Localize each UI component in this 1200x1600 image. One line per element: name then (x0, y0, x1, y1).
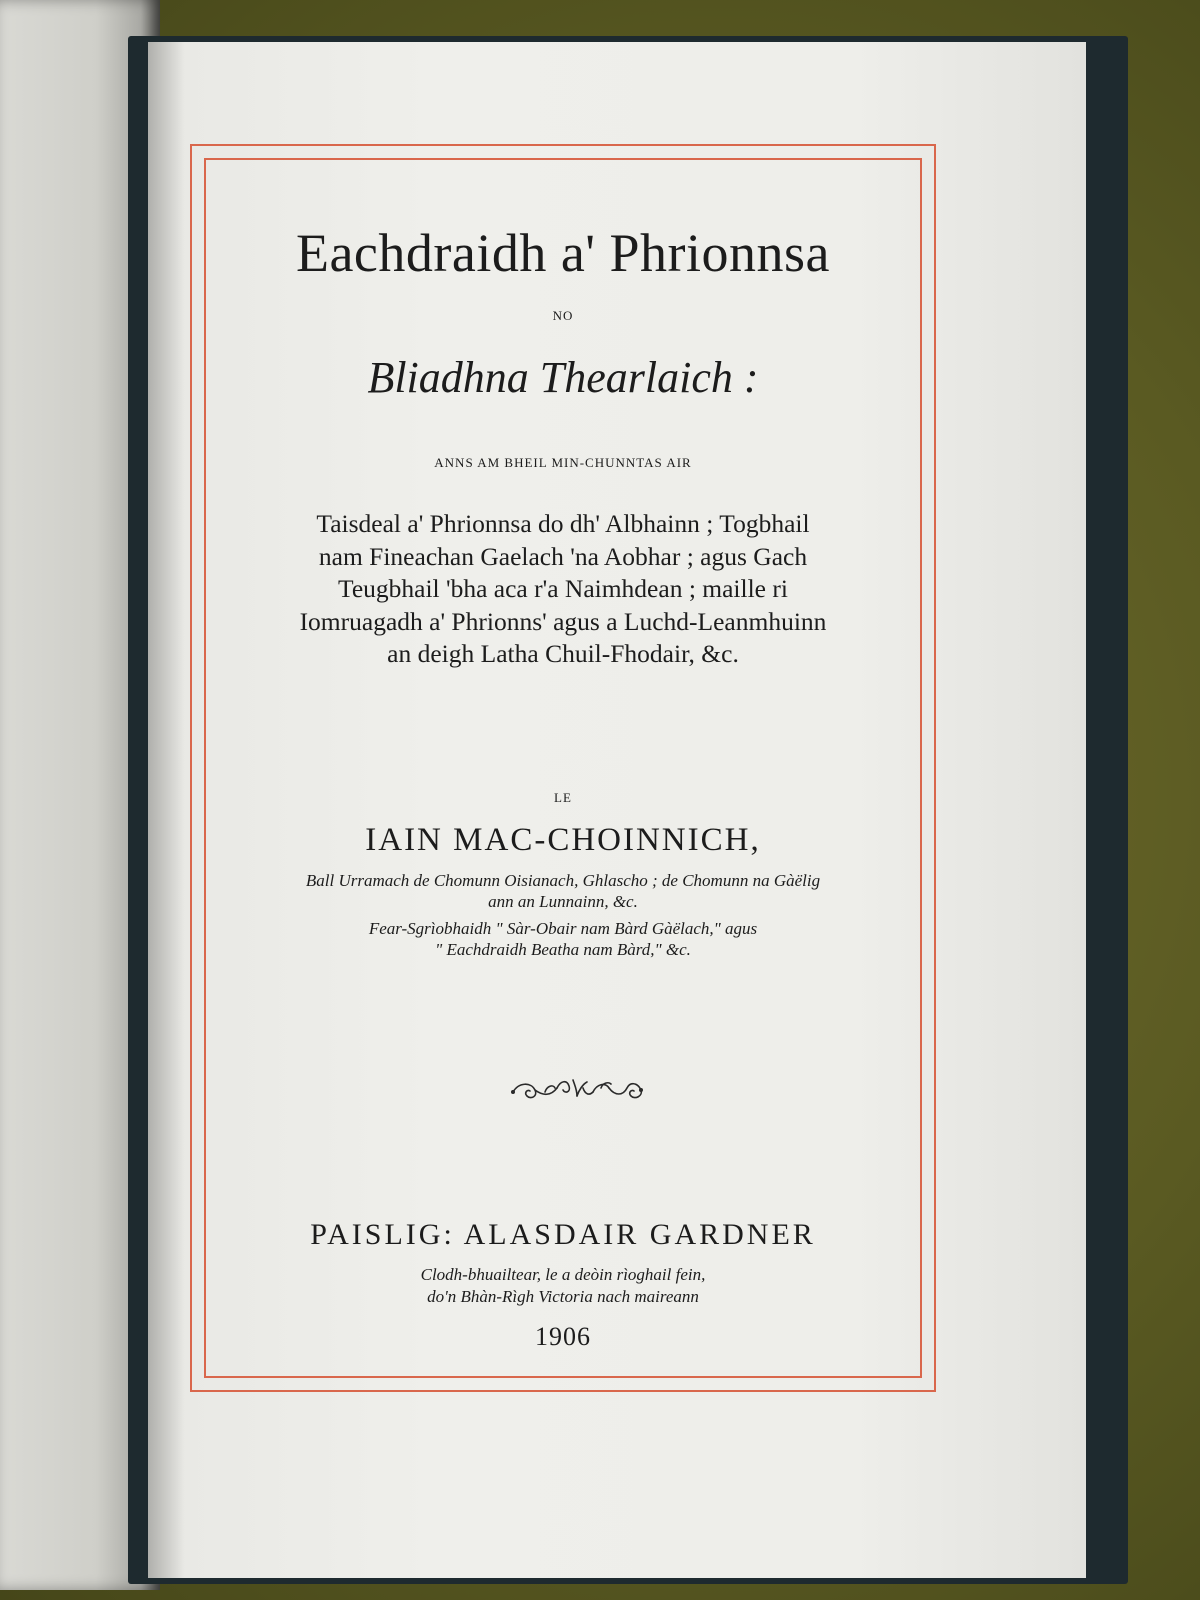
author-affiliation (204, 870, 922, 960)
title-connector: NO (552, 308, 574, 323)
affiliation-line: Fear-Sgrìobhaidh " Sàr-Obair nam Bàrd Gàëlach," agus (368, 919, 758, 938)
description-line: nam Fineachan Gaelach 'na Aobhar ; agus Gach (318, 541, 808, 571)
scroll-flourish-icon (505, 1070, 650, 1106)
author-name: IAIN MAC-CHOINNICH, (365, 822, 761, 858)
printing-line: do'n Bhàn-Rìgh Victoria nach maireann (427, 1287, 699, 1306)
affiliation-line: ann an Lunnainn, &c. (488, 892, 638, 911)
affiliation-line: Ball Urramach de Chomunn Oisianach, Ghlascho ; de Chomunn na Gàëlig (305, 871, 821, 890)
contents-intro: ANNS AM BHEIL MIN-CHUNNTAS AIR (434, 455, 692, 470)
publisher: PAISLIG: ALASDAIR GARDNER (310, 1218, 816, 1251)
description (204, 508, 922, 671)
description-line: Iomruagadh a' Phrionns' agus a Luchd-Leanmhuinn (299, 606, 827, 636)
printing-note (204, 1264, 922, 1308)
affiliation-line: " Eachdraidh Beatha nam Bàrd," &c. (435, 940, 691, 959)
gutter-shadow (148, 42, 184, 1578)
by-label: LE (554, 790, 572, 805)
book-title: Eachdraidh a' Phrionnsa (295, 223, 831, 283)
description-line: an deigh Latha Chuil-Fhodair, &c. (387, 639, 739, 668)
book-subtitle: Bliadhna Thearlaich : (367, 353, 759, 402)
description-line: Teugbhail 'bha aca r'a Naimhdean ; maille ri (338, 574, 788, 603)
description-line: Taisdeal a' Phrionnsa do dh' Albhainn ; Togbhail (316, 509, 810, 538)
printing-line: Clodh-bhuailtear, le a deòin rìoghail fein, (420, 1265, 706, 1284)
publication-year: 1906 (535, 1322, 591, 1351)
frame-inner-border (204, 158, 922, 1378)
